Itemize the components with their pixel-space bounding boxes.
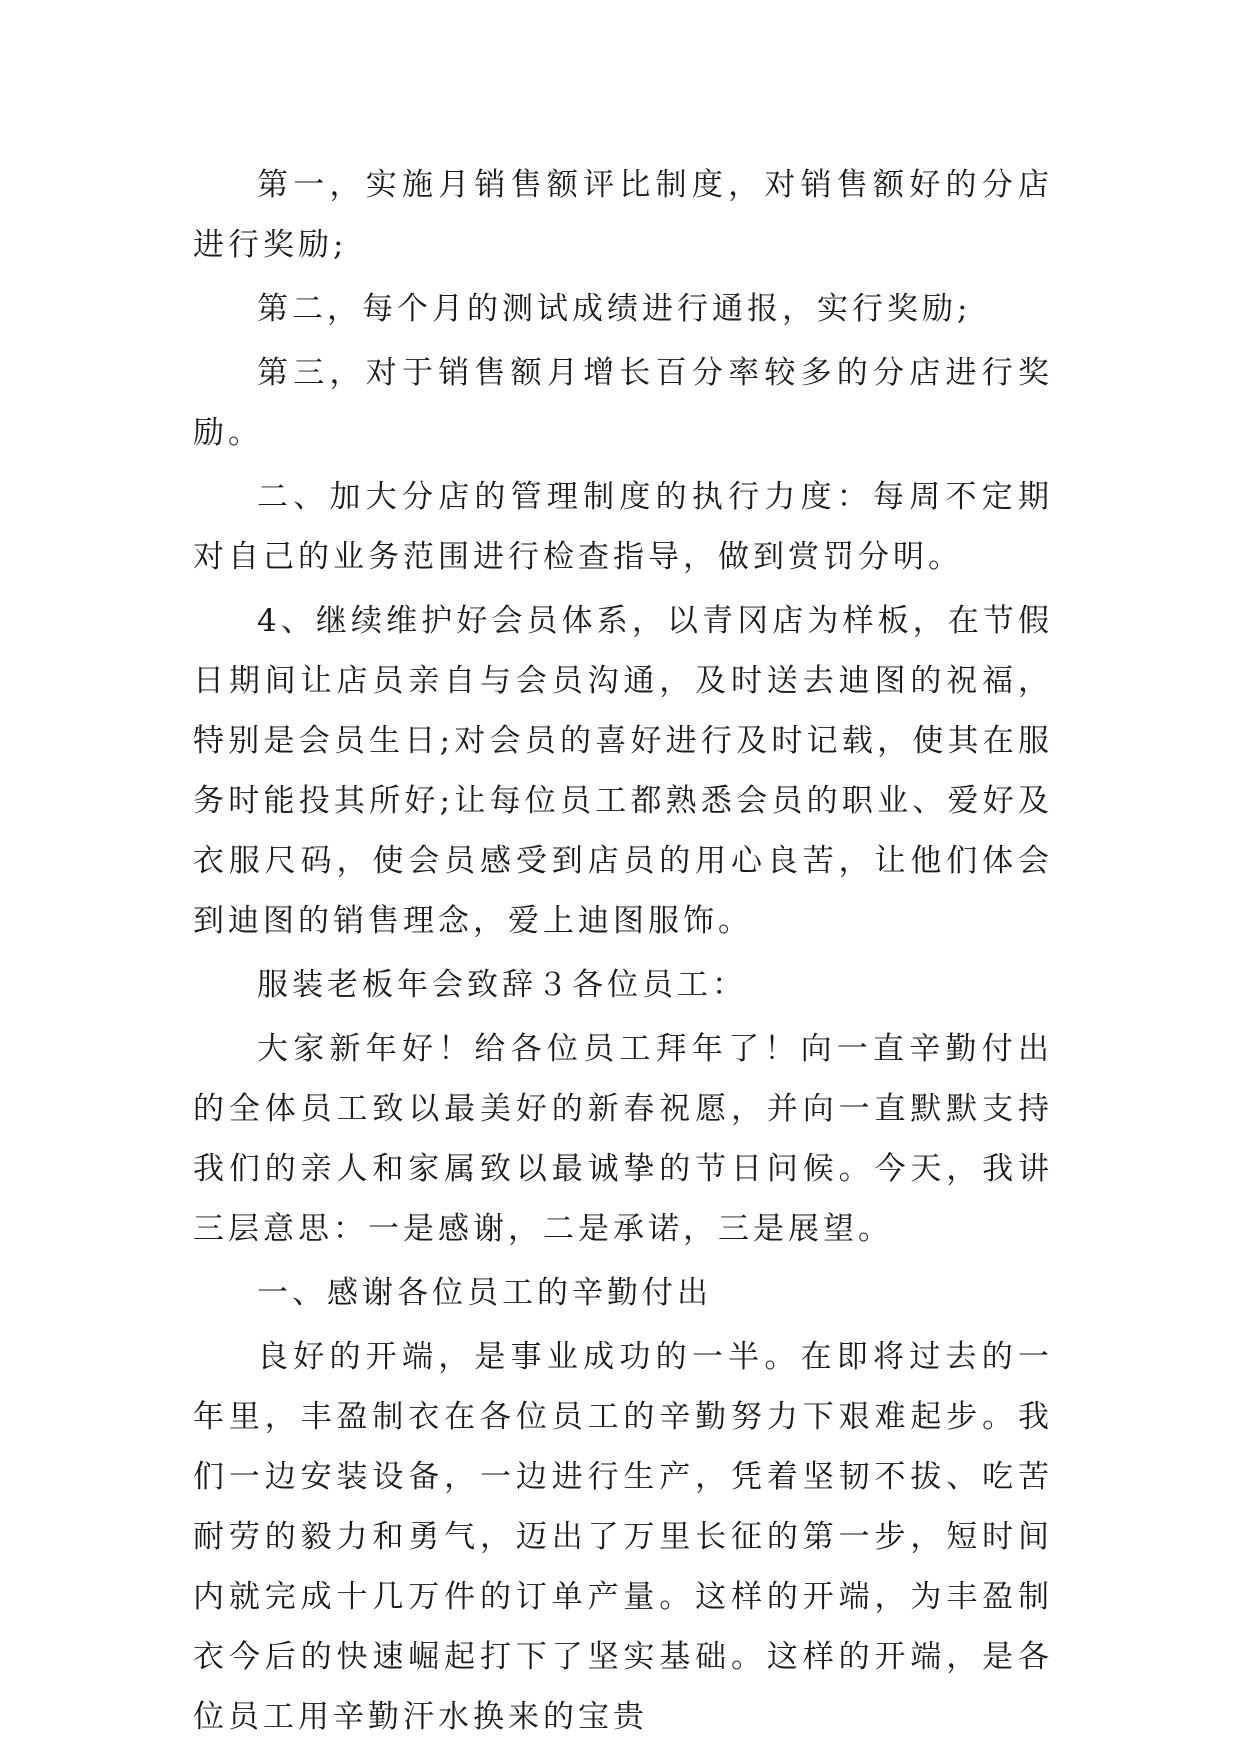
section-heading: 一、感谢各位员工的辛勤付出 bbox=[257, 1275, 712, 1311]
paragraph: 大家新年好！给各位员工拜年了！向一直辛勤付出的全体员工致以最美好的新春祝愿，并向一直默默支持我们的亲人和家属致以最诚挚的节日问候。今天，我讲三层意思：一是感谢，二是承诺，三是展望。 bbox=[193, 1031, 1053, 1247]
paragraph: 第三，对于销售额月增长百分率较多的分店进行奖励。 bbox=[193, 355, 1053, 451]
paragraph: 二、加大分店的管理制度的执行力度：每周不定期对自己的业务范围进行检查指导，做到赏罚分明。 bbox=[193, 479, 1053, 575]
paragraph: 良好的开端，是事业成功的一半。在即将过去的一年里，丰盈制衣在各位员工的辛勤努力下艰难起步。我们一边安装设备，一边进行生产，凭着坚韧不拔、吃苦耐劳的毅力和勇气，迈出了万里长征的第一步，短时间内就完成十几万件的订单产量。这样的开端，为丰盈制衣今后的快速崛起打下了坚实基础。这样的开端，是各位员工用辛勤汗水换来的宝贵 bbox=[193, 1339, 1053, 1735]
paragraph: 第二，每个月的测试成绩进行通报，实行奖励; bbox=[257, 291, 972, 327]
paragraph: 第一，实施月销售额评比制度，对销售额好的分店进行奖励; bbox=[193, 167, 1053, 263]
paragraph: 服装老板年会致辞３各位员工： bbox=[257, 967, 747, 1003]
document-body bbox=[193, 155, 1053, 1751]
paragraph: 4、继续维护好会员体系，以青冈店为样板，在节假日期间让店员亲自与会员沟通，及时送去迪图的祝福，特别是会员生日;对会员的喜好进行及时记载，使其在服务时能投其所好;让每位员工都熟悉会员的职业、爱好及衣服尺码，使会员感受到店员的用心良苦，让他们体会到迪图的销售理念，爱上迪图服饰。 bbox=[193, 603, 1053, 939]
